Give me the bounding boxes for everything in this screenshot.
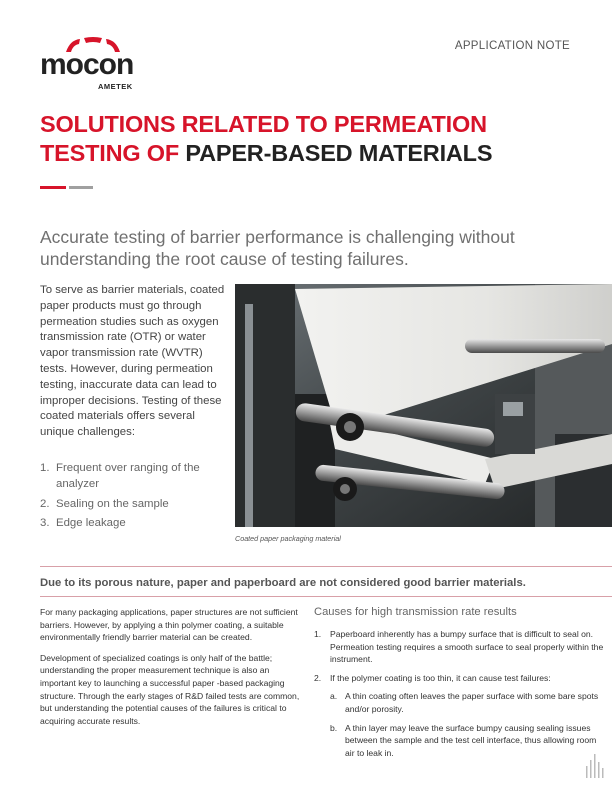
list-item-number: 2.	[40, 497, 50, 510]
title-line-2-dark: PAPER-BASED MATERIALS	[185, 140, 493, 166]
title-line-2-red: TESTING OF	[40, 140, 186, 166]
decorative-bars-icon	[585, 748, 609, 778]
key-statement: Due to its porous nature, paper and paperboard are not considered good barrier materials.	[40, 577, 526, 589]
list-item-number: 1.	[40, 462, 50, 474]
sub-list-item	[314, 722, 604, 760]
logo-parent-brand: AMETEK	[98, 82, 133, 91]
list-item-text: If the polymer coating is too thin, it can cause test failures:	[330, 672, 551, 683]
body-left-column	[40, 606, 302, 735]
statement-divider-bottom	[40, 596, 612, 597]
body-paragraph: Development of specialized coatings is only half of the battle; understanding the proper measurement technique is also an important key to launching a successful paper -based packaging structure. Through the early stages of R&D failed tests are common, but understanding the potential causes of the failures is critical to acquiring accurate results.	[40, 652, 300, 726]
sub-list-item-letter: a.	[330, 691, 338, 702]
photo-caption: Coated paper packaging material	[235, 534, 341, 543]
intro-paragraph: To serve as barrier materials, coated paper products must go through permeation studies such as oxygen transmission rate (OTR) or water vapor transmission rate (WVTR) tests. However, during permeation testing, inaccurate data can lead to improper decisions. Testing of these coated materials offers several unique challenges:	[40, 284, 225, 439]
list-item-number: 3.	[40, 517, 50, 530]
sub-list-item	[314, 690, 604, 715]
list-item	[40, 516, 235, 532]
sub-list-item-text: A thin layer may leave the surface bumpy causing sealing issues between the sample and the test cell interface, thus allowing room air to leak in.	[345, 722, 597, 758]
statement-divider-top	[40, 566, 612, 567]
list-item-text: Edge leakage	[56, 517, 126, 530]
title-line-1: SOLUTIONS RELATED TO PERMEATION	[40, 111, 487, 137]
page-title	[40, 110, 560, 168]
list-item-text: Sealing on the sample	[56, 497, 169, 510]
sub-list-item-text: A thin coating often leaves the paper surface with some bare spots and/or porosity.	[345, 691, 599, 714]
sub-list-item-letter: b.	[330, 722, 338, 733]
causes-list	[314, 628, 604, 765]
list-item	[40, 497, 235, 513]
document-type-label: APPLICATION NOTE	[454, 40, 570, 52]
logo-wordmark: mocon	[40, 48, 134, 81]
title-rule-red	[40, 186, 66, 189]
list-item	[314, 672, 604, 685]
list-item	[40, 461, 235, 493]
paper-machine-illustration	[235, 284, 612, 527]
title-rule-gray	[69, 186, 93, 189]
title-line-2	[40, 139, 560, 168]
list-item	[314, 628, 604, 666]
page-subtitle: Accurate testing of barrier performance is challenging without understanding the root cause of testing failures.	[40, 227, 515, 269]
list-item-number: 2.	[314, 672, 322, 683]
list-item-number: 1.	[314, 629, 322, 639]
coated-paper-photo	[235, 284, 612, 527]
body-paragraph: For many packaging applications, paper structures are not sufficient barriers. However, by applying a thin polymer coating, a suitable environmentally friendly barrier material can be created.	[40, 607, 298, 643]
challenges-list	[40, 461, 235, 536]
list-item-text: Frequent over ranging of the analyzer	[56, 462, 200, 490]
causes-heading: Causes for high transmission rate results	[314, 606, 517, 618]
list-item-text: Paperboard inherently has a bumpy surface that is difficult to seal on. Permeation testing requires a smooth surface to seal properly within the instrument.	[330, 629, 604, 665]
